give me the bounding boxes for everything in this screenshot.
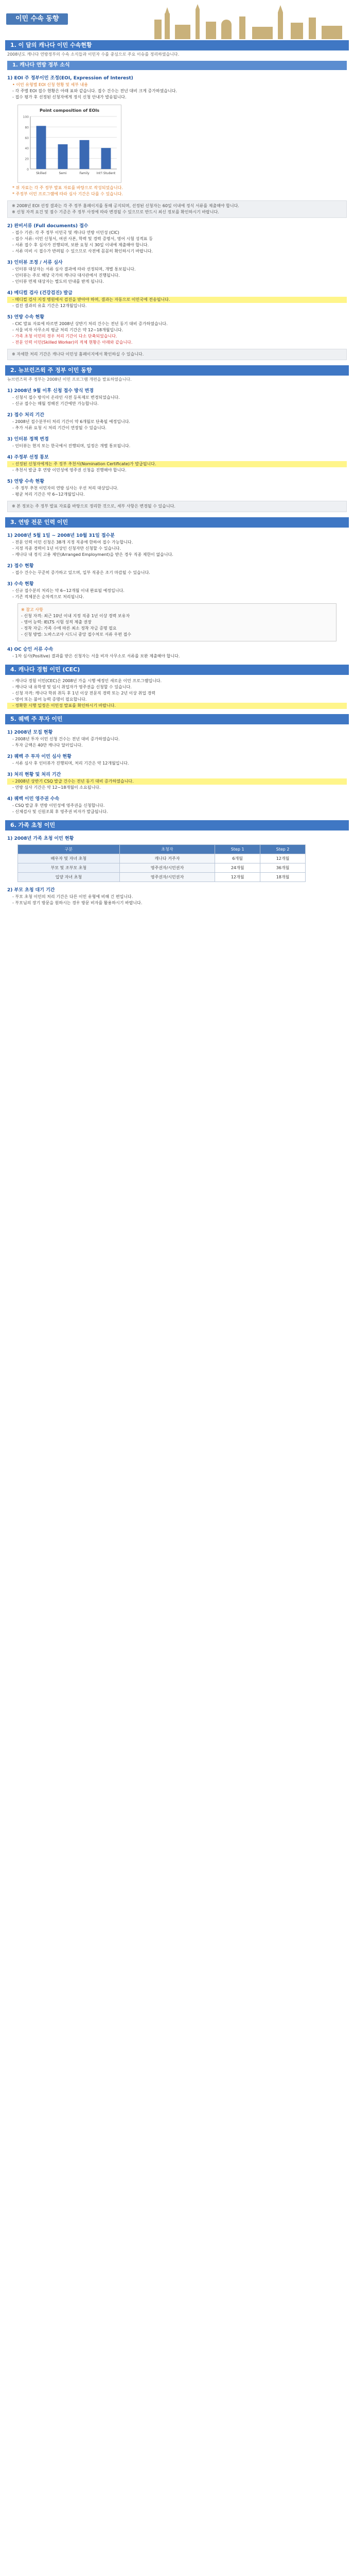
table-header: 초청자 xyxy=(119,845,215,854)
s5-item1-heading: 1) 2008년 모집 현황 xyxy=(7,730,53,735)
table-header: Step 1 xyxy=(215,845,260,854)
s1-item4-line: - 검진 결과의 유효 기간은 12개월입니다. xyxy=(12,303,87,308)
s2-item1-heading: 1) 2008년 9월 이후 신청 접수 방식 변경 xyxy=(7,388,94,394)
note-line: - 정착 자금: 가족 수에 따른 최소 정착 자금 증명 필요 xyxy=(21,626,117,631)
s1-item3-heading: 3) 인터뷰 조정 / 서류 심사 xyxy=(7,260,63,265)
chart-bar xyxy=(58,144,68,169)
table-cell: 24개월 xyxy=(215,863,260,873)
s1-item4-line: - 메디컬 검사 지정 병원에서 검진을 받아야 하며, 결과는 자동으로 이민국에 전송됩니다. xyxy=(7,297,347,303)
note-line: - 신청 방법: 노바스코샤 시드니 중앙 접수처로 서류 우편 접수 xyxy=(21,632,131,637)
s1-item3-line: - 인터뷰는 주로 해당 국가의 캐나다 대사관에서 진행됩니다. xyxy=(12,273,120,278)
s3-item4-line: - 1차 심사(Positive) 결과를 받은 신청자는 서울 비자 사무소로 서류를 보완 제출해야 합니다. xyxy=(12,654,180,658)
chart-bar xyxy=(101,148,111,169)
chart-bar xyxy=(37,126,46,169)
family-table xyxy=(17,844,306,882)
s5-item2-line: - 서류 심사 후 인터뷰가 진행되며, 처리 기간은 약 12개월입니다. xyxy=(12,761,129,766)
y-tick-label: 60 xyxy=(25,136,29,140)
s5-item3-line: - 2008년 상반기 CSQ 발급 건수는 전년 동기 대비 증가하였습니다. xyxy=(7,778,347,785)
table-cell: 배우자 및 자녀 초청 xyxy=(18,854,120,863)
table-row xyxy=(18,854,306,863)
x-tick-label: Family xyxy=(79,172,90,175)
chart-bar xyxy=(80,140,90,169)
table-header: Step 2 xyxy=(260,845,306,854)
s2-item1-line: - 신규 접수는 매월 정해진 기간에만 가능합니다. xyxy=(12,401,99,406)
header-badge: 이민 수속 동향 xyxy=(6,13,68,25)
s4-line: - 신청 자격: 캐나다 학위 취득 후 1년 이상 전문직 경력 또는 2년 이상 취업 경력 xyxy=(12,691,156,696)
s5-item4-line: - 신체검사 및 신원조회 후 영주권 비자가 발급됩니다. xyxy=(12,809,108,814)
section-6-title: 6. 가족 초청 이민 xyxy=(5,820,349,831)
s5-item3-line: - 연방 심사 기간은 약 12~18개월이 소요됩니다. xyxy=(12,785,101,790)
table-cell: 12개월 xyxy=(260,854,306,863)
s1-item1-heading: 1) EOI 주 정부이민 조정(EOI, Expression of Interest) xyxy=(7,76,133,81)
s1-item5-info-box: ※ 자세한 처리 기간은 캐나다 이민성 홈페이지에서 확인하실 수 있습니다. xyxy=(7,349,347,360)
x-tick-label: Int'l Student xyxy=(96,172,116,175)
s3-note-box xyxy=(17,603,337,641)
s5-item2-heading: 2) 퀘벡 주 투자 이민 심사 현황 xyxy=(7,754,72,759)
s1-item2-line: - 접수 서류: 이민 신청서, 여권 사본, 학력 및 경력 증명서, 영어 시험 성적표 등 xyxy=(12,236,153,241)
table-header: 구분 xyxy=(18,845,120,854)
s1-item5-line: - CIC 발표 자료에 따르면 2008년 상반기 처리 건수는 전년 동기 대비 증가하였습니다. xyxy=(12,321,168,326)
eoi-chart xyxy=(17,105,121,183)
s2-item5-line: - 주 정부 추천 이민자의 연방 심사는 우선 처리 대상입니다. xyxy=(12,486,119,490)
s4-line: - 캐나다 경험 이민(CEC)은 2008년 가을 시행 예정인 새로운 이민 프로그램입니다. xyxy=(12,679,162,683)
table-cell: 영주권자/시민권자 xyxy=(119,863,215,873)
s1-item4-heading: 4) 메디컬 검사 (건강검진) 발급 xyxy=(7,291,73,296)
note-line: - 영어 능력: IELTS 시험 성적 제출 권장 xyxy=(21,620,92,624)
s2-item4-heading: 4) 주정부 선정 통보 xyxy=(7,455,49,460)
s2-item4-line: - 추천서 발급 후 연방 이민성에 영주권 신청을 진행해야 합니다. xyxy=(12,468,127,472)
y-tick-label: 40 xyxy=(25,147,29,151)
y-tick-label: 0 xyxy=(27,168,29,172)
x-tick-label: Semi xyxy=(59,172,67,175)
s1-item5-line: - 전문 인력 이민(Skilled Worker)의 적체 현황은 아래와 같습니다. xyxy=(12,340,133,345)
chart-title: Point composition of EOIs xyxy=(39,108,100,113)
table-cell: 36개월 xyxy=(260,863,306,873)
section-2-intro: 뉴브런즈윅 주 정부는 2008년 이민 프로그램 개편을 발표하였습니다. xyxy=(7,377,132,382)
s3-item3-line: - 신규 접수분의 처리는 약 6~12개월 이내 완료될 예정입니다. xyxy=(12,588,125,593)
s2-item5-line: - 평균 처리 기간은 약 6~12개월입니다. xyxy=(12,492,85,497)
chart-note: * 주정부 이민 프로그램에 따라 심사 기간은 다를 수 있습니다. xyxy=(12,192,123,196)
s3-item1-line: - 캐나다 내 정식 고용 제안(Arranged Employment)을 받은 경우 직종 제한이 없습니다. xyxy=(12,552,173,557)
table-cell: 부모 및 조부모 초청 xyxy=(18,863,120,873)
s5-item4-heading: 4) 퀘벡 이민 영주권 수속 xyxy=(7,796,60,802)
subsection-1-title: 1. 캐나다 연방 정부 소식 xyxy=(7,61,347,70)
s3-item3-heading: 3) 수속 현황 xyxy=(7,582,34,587)
s2-item3-heading: 3) 인터뷰 정책 변경 xyxy=(7,437,49,442)
s3-item1-heading: 1) 2008년 5월 1일 ~ 2008년 10월 31일 접수분 xyxy=(7,533,115,538)
section-2-title: 2. 뉴브런즈윅 주 정부 이민 동향 xyxy=(5,365,349,376)
s1-item2-line: - 서류 미비 시 접수가 반려될 수 있으므로 사전에 꼼꼼히 확인하시기 바랍니다. xyxy=(12,249,153,253)
s3-item4-heading: 4) OC 승인 서류 수속 xyxy=(7,647,54,652)
s2-item3-line: - 인터뷰는 현지 또는 한국에서 진행되며, 일정은 개별 통보됩니다. xyxy=(12,444,131,448)
s6-item2-line: - 부모 초청 이민의 처리 기간은 다른 이민 유형에 비해 긴 편입니다. xyxy=(12,894,133,899)
s5-item1-line: - 투자 금액은 40만 캐나다 달러입니다. xyxy=(12,743,83,748)
table-cell: 영주권자/시민권자 xyxy=(119,873,215,882)
y-tick-label: 100 xyxy=(23,115,29,119)
s1-item5-line: - 가족 초청 이민의 경우 처리 기간이 다소 단축되었습니다. xyxy=(12,334,117,338)
table-cell: 캐나다 거주자 xyxy=(119,854,215,863)
x-tick-label: Skilled xyxy=(36,172,46,175)
info-line: ※ 2008년 EOI 선정 결과는 각 주 정부 홈페이지를 통해 공지되며, 선정된 신청자는 60일 이내에 정식 서류를 제출해야 합니다. xyxy=(12,204,239,208)
table-cell: 6개월 xyxy=(215,854,260,863)
note-line: - 신청 자격: 최근 10년 이내 지정 직종 1년 이상 경력 보유자 xyxy=(21,614,130,618)
section-4-title: 4. 캐나다 경험 이민 (CEC) xyxy=(5,665,349,675)
section-5-title: 5. 퀘벡 주 투자 이민 xyxy=(5,714,349,724)
s1-item5-line: - 서울 비자 사무소의 평균 처리 기간은 약 12~18개월입니다. xyxy=(12,328,123,332)
s1-item3-line: - 인터뷰 면제 대상자는 별도의 안내를 받게 됩니다. xyxy=(12,279,104,284)
s2-item4-line: - 선정된 신청자에게는 주 정부 추천서(Nomination Certificate)가 발급됩니다. xyxy=(7,461,347,467)
s3-item2-line: - 접수 건수는 꾸준히 증가하고 있으며, 일부 직종은 조기 마감될 수 있습니다. xyxy=(12,570,150,575)
skyline-illustration xyxy=(144,4,350,39)
s1-item2-line: - 접수 기관: 각 주 정부 이민국 및 캐나다 연방 이민성 (CIC) xyxy=(12,230,119,235)
note-line: ※ 참고 사항 xyxy=(21,607,43,612)
s2-item2-line: - 2008년 접수분부터 처리 기간이 약 6개월로 단축될 예정입니다. xyxy=(12,419,130,424)
s1-item2-heading: 2) 완비서류 (Full documents) 접수 xyxy=(7,224,88,229)
s6-item2-line: - 부모님의 장기 방문을 원하시는 경우 방문 비자를 활용하시기 바랍니다. xyxy=(12,901,143,905)
s3-item2-heading: 2) 접수 현황 xyxy=(7,564,34,569)
table-row xyxy=(18,873,306,882)
chart-note: * 위 자료는 각 주 정부 발표 자료를 바탕으로 작성되었습니다. xyxy=(12,185,123,190)
table-cell: 18개월 xyxy=(260,873,306,882)
s2-item2-heading: 2) 접수 처리 기간 xyxy=(7,413,44,418)
s5-item4-line: - CSQ 발급 후 연방 이민성에 영주권을 신청합니다. xyxy=(12,803,105,808)
y-tick-label: 80 xyxy=(25,126,29,130)
s6-item1-heading: 1) 2008년 가족 초청 이민 현황 xyxy=(7,836,74,841)
y-tick-label: 20 xyxy=(25,157,29,161)
eoi-chart-svg xyxy=(18,105,121,182)
section-1-title: 1. 이 달의 캐나다 이민 수속현황 xyxy=(5,40,349,50)
s1-item2-line: - 서류 접수 후 심사가 진행되며, 보완 요청 시 30일 이내에 제출해야 합니다. xyxy=(12,243,149,247)
s5-item3-heading: 3) 처리 현황 및 처리 기간 xyxy=(7,772,61,777)
info-line: ※ 신청 자격 요건 및 점수 기준은 주 정부 사정에 따라 변경될 수 있으므로 반드시 최신 정보를 확인하시기 바랍니다. xyxy=(12,210,219,214)
s2-item5-heading: 5) 연방 수속 현황 xyxy=(7,479,44,484)
s4-line: - 영어 또는 불어 능력 증명이 필요합니다. xyxy=(12,697,87,702)
s2-info-box: ※ 본 정보는 주 정부 발표 자료를 바탕으로 정리한 것으로, 세부 사항은 변경될 수 있습니다. xyxy=(7,501,347,512)
s1-item1-line: - 접수 평가 후 선정된 신청자에게 정식 신청 안내가 발송됩니다. xyxy=(12,95,127,99)
s1-item1-line: - 각 주별 EOI 접수 현황은 아래 표와 같습니다. 접수 건수는 전년 대비 크게 증가하였습니다. xyxy=(12,89,178,93)
s2-item1-line: - 신청서 접수 방식이 온라인 사전 등록제로 변경되었습니다. xyxy=(12,395,120,400)
s1-info-box xyxy=(7,200,347,218)
header xyxy=(0,0,354,40)
s1-item3-line: - 인터뷰 대상자는 서류 심사 결과에 따라 선정되며, 개별 통보됩니다. xyxy=(12,267,136,272)
s3-item1-line: - 전문 인력 이민 신청은 38개 지정 직종에 한하여 접수 가능합니다. xyxy=(12,540,133,545)
s3-item1-line: - 지정 직종 경력이 1년 이상인 신청자만 신청할 수 있습니다. xyxy=(12,546,121,551)
s3-item3-line: - 기존 적체분은 순차적으로 처리됩니다. xyxy=(12,595,84,599)
s4-line: - 정확한 시행 일정은 이민성 발표를 확인하시기 바랍니다. xyxy=(7,703,347,709)
table-row xyxy=(18,863,306,873)
s1-item5-heading: 5) 연방 수속 현황 xyxy=(7,315,44,320)
s1-item1-line: • 이민 유형별 EOI 신청 현황 및 세부 내용 xyxy=(12,82,88,87)
table-cell: 입양 자녀 초청 xyxy=(18,873,120,882)
section-3-title: 3. 연방 전문 인력 이민 xyxy=(5,517,349,528)
s6-item2-heading: 2) 부모 초청 대기 기간 xyxy=(7,888,55,893)
s5-item1-line: - 2008년 투자 이민 신청 건수는 전년 대비 증가하였습니다. xyxy=(12,737,120,741)
table-cell: 12개월 xyxy=(215,873,260,882)
s2-item2-line: - 추가 서류 요청 시 처리 기간이 연장될 수 있습니다. xyxy=(12,426,107,430)
s4-line: - 캐나다 내 유학생 및 임시 취업자가 영주권을 신청할 수 있습니다. xyxy=(12,685,132,689)
section-1-intro: 2008년도 캐나다 연방정부의 수속 소식들과 이민자 수를 중심으로 주요 이슈를 정리하였습니다. xyxy=(7,52,180,57)
